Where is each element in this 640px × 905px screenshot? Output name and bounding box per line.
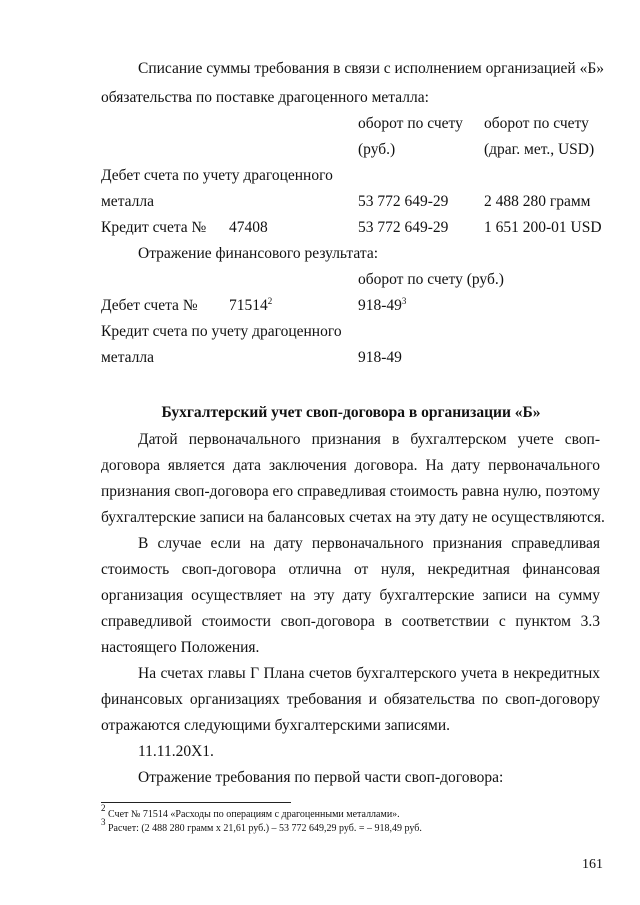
para1-line2: договора является дата заключения договора. На дату первоначального [101, 457, 600, 474]
block2-credit-label-line2: металла [101, 349, 155, 366]
para1-line1: Датой первоначального признания в бухгалтерском учете своп- [138, 431, 600, 448]
financial-result-title: Отражение финансового результата: [138, 245, 379, 262]
footnote-ref-3: 3 [401, 296, 407, 306]
date-line: 11.11.20Х1. [138, 743, 214, 760]
para2-line2: стоимость своп-договора отлична от нуля, некредитная финансовая [101, 561, 600, 578]
credit-rub-value: 53 772 649-29 [358, 219, 449, 236]
block2-credit-label-line1: Кредит счета по учету драгоценного [101, 323, 342, 340]
debit-label-line2: металла [101, 193, 155, 210]
footnote-3-text: Расчет: (2 488 280 грамм х 21,61 руб.) – 53 772 649,29 руб. = – 918,49 руб. [108, 823, 422, 834]
para1-line3: признания своп-договора его справедливая стоимость равна нулю, поэтому [101, 483, 600, 500]
debit-rub-value: 53 772 649-29 [358, 193, 449, 210]
footnote-2 [101, 803, 400, 821]
para2-line3: организация осуществляет на эту дату бухгалтерские записи на сумму [101, 587, 600, 604]
para2-line4: справедливой стоимости своп-договора в соответствии с пунктом 3.3 [101, 613, 600, 630]
page-number: 161 [582, 857, 603, 872]
block2-debit-account: 71514$^2$ [229, 296, 273, 314]
section-heading: Бухгалтерский учет своп-договора в организации «Б» [161, 404, 541, 421]
footnote-ref-2: 2 [267, 296, 273, 306]
credit-usd-value: 1 651 200-01 USD [484, 219, 602, 236]
last-line: Отражение требования по первой части своп-договора: [138, 769, 504, 786]
credit-account: 47408 [229, 219, 268, 236]
intro-line-1: Списание суммы требования в связи с исполнением организацией «Б» [138, 60, 604, 77]
para2-line5: настоящего Положения. [101, 639, 260, 656]
col1-header-line1: оборот по счету [358, 115, 463, 132]
para3-line3: отражаются следующими бухгалтерскими записями. [101, 717, 451, 734]
para3-line2: финансовых организациях требования и обязательства по своп-договору [101, 691, 600, 708]
footnote-3 [101, 817, 422, 835]
block2-credit-value: 918-49 [358, 349, 402, 366]
block2-col-header: оборот по счету (руб.) [358, 271, 504, 288]
block2-debit-label: Дебет счета № [101, 297, 198, 314]
para1-line4: бухгалтерские записи на балансовых счетах на эту дату не осуществляются. [101, 509, 605, 526]
para2-line1: В случае если на дату первоначального признания справедливая [138, 535, 600, 552]
footnote-2-mark: 2 [101, 803, 106, 813]
intro-line-2: обязательства по поставке драгоценного металла: [101, 89, 429, 106]
block2-debit-value: $918-49^3$ [358, 296, 407, 314]
credit-label: Кредит счета № [101, 219, 207, 236]
para3-line1: На счетах главы Г Плана счетов бухгалтерского учета в некредитных [138, 665, 600, 682]
footnote-3-mark: 3 [101, 817, 106, 827]
debit-label-line1: Дебет счета по учету драгоценного [101, 167, 333, 184]
footnote-divider [101, 802, 291, 803]
debit-metal-value: 2 488 280 грамм [484, 193, 591, 210]
col2-header-line2: (драг. мет., USD) [484, 141, 595, 158]
footnote-2-text: Счет № 71514 «Расходы по операциям с драгоценными металлами». [108, 809, 400, 820]
col2-header-line1: оборот по счету [484, 115, 589, 132]
col1-header-line2: (руб.) [358, 141, 396, 158]
